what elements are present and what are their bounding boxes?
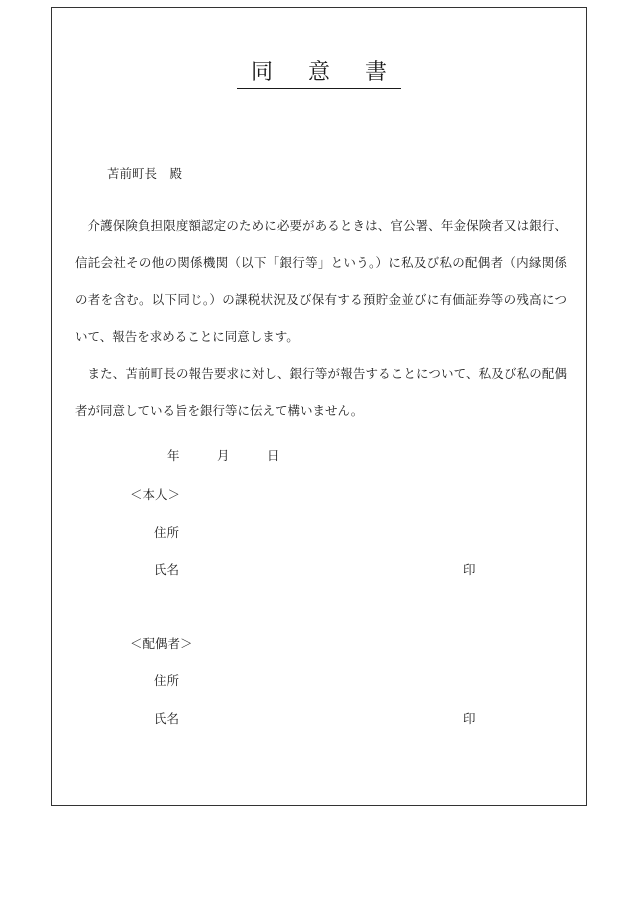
spouse-address-label: 住所 xyxy=(154,673,180,688)
title-text: 同 意 書 xyxy=(237,60,401,89)
principal-heading: ＜本人＞ xyxy=(130,487,181,502)
consent-body xyxy=(75,207,567,429)
principal-name-label: 氏名 xyxy=(154,562,180,577)
consent-paragraph-2: また、苫前町長の報告要求に対し、銀行等が報告することについて、私及び私の配偶者が同意している旨を銀行等に伝えて構いません。 xyxy=(75,366,567,418)
date-year-label: 年 xyxy=(167,448,180,463)
date-line xyxy=(167,446,280,464)
consent-paragraph-1: 介護保険負担限度額認定のために必要があるときは、官公署、年金保険者又は銀行、信託会社その他の関係機関（以下「銀行等」という。）に私及び私の配偶者（内縁関係の者を含む。以下同じ。）の課税状況及び保有する預貯金並びに有価証券等の残高について、報告を求めることに同意します。 xyxy=(75,218,567,344)
principal-address-label: 住所 xyxy=(154,525,180,540)
document-frame xyxy=(51,7,587,806)
document-title xyxy=(52,60,586,89)
spouse-seal-mark: 印 xyxy=(463,711,476,726)
addressee: 苫前町長 殿 xyxy=(107,166,183,181)
date-day-label: 日 xyxy=(267,448,280,463)
principal-seal-mark: 印 xyxy=(463,562,476,577)
spouse-name-label: 氏名 xyxy=(154,711,180,726)
spouse-heading: ＜配偶者＞ xyxy=(130,636,193,651)
date-month-label: 月 xyxy=(217,448,230,463)
